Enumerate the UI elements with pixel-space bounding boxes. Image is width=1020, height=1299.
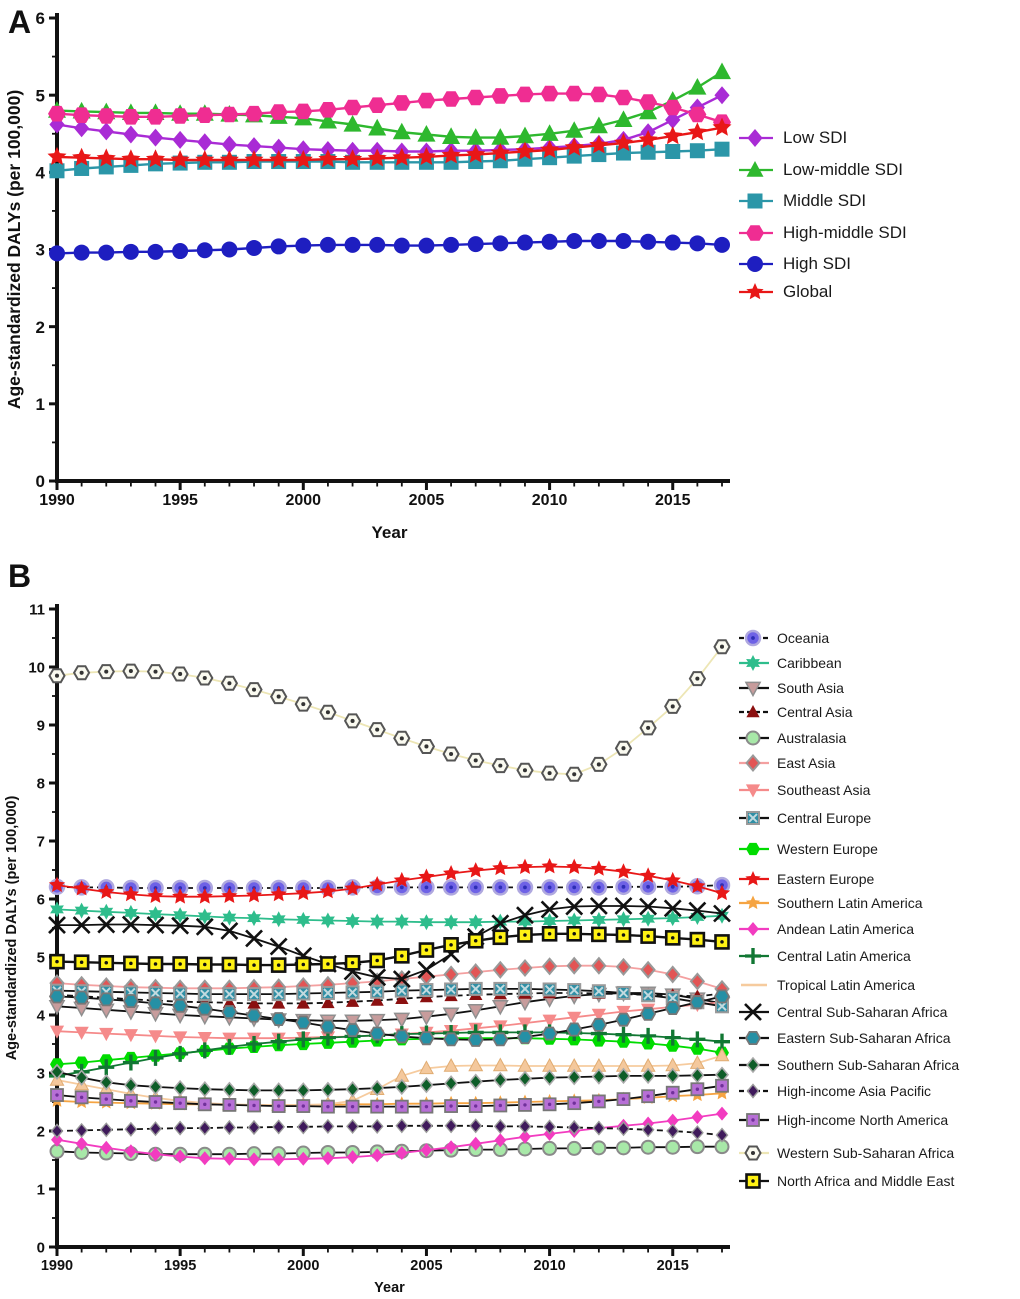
legend-label-western-sub-saharan-africa: Western Sub-Saharan Africa [777, 1145, 955, 1161]
panel-a-xlabel: Year [371, 523, 408, 542]
legend-item-western-europe [737, 838, 878, 860]
legend-marker-tropical-latin-america [737, 974, 771, 996]
svg-text:2000: 2000 [287, 1258, 320, 1274]
legend-marker-andean-latin-america [737, 918, 771, 940]
legend-marker-western-europe [737, 838, 771, 860]
legend-label-high-middle-sdi: High-middle SDI [783, 223, 907, 242]
legend-marker-south-asia [737, 677, 771, 699]
legend-label-eastern-europe: Eastern Europe [777, 871, 875, 887]
svg-text:5: 5 [35, 86, 45, 106]
legend-label-central-asia: Central Asia [777, 704, 853, 720]
legend-marker-southern-latin-america [737, 892, 771, 914]
panel-b-ylabel: Age-standardized DALYs (per 100,000) [4, 795, 20, 1061]
legend-item-central-asia [737, 701, 852, 723]
legend-label-southern-latin-america: Southern Latin America [777, 895, 923, 911]
svg-text:2015: 2015 [656, 1258, 689, 1274]
legend-marker-southeast-asia [737, 779, 771, 801]
panel-a-ylabel: Age-standardized DALYs (per 100,000) [4, 89, 24, 410]
legend-label-andean-latin-america: Andean Latin America [777, 921, 914, 937]
legend-marker-global [737, 280, 775, 304]
svg-text:2010: 2010 [531, 492, 568, 509]
legend-item-south-asia [737, 677, 844, 699]
legend-marker-southern-sub-saharan-africa [737, 1054, 771, 1076]
legend-label-global: Global [783, 282, 833, 301]
legend-label-east-asia: East Asia [777, 755, 836, 771]
svg-text:8: 8 [36, 775, 45, 793]
series-australasia [51, 1140, 729, 1161]
legend-marker-oceania [737, 627, 771, 649]
legend-label-tropical-latin-america: Tropical Latin America [777, 977, 915, 993]
legend-item-oceania [737, 627, 829, 649]
svg-text:11: 11 [29, 601, 45, 619]
legend-marker-central-europe [737, 807, 771, 829]
legend-marker-western-sub-saharan-africa [737, 1142, 771, 1164]
svg-text:9: 9 [36, 717, 45, 735]
legend-label-central-sub-saharan-africa: Central Sub-Saharan Africa [777, 1004, 948, 1020]
series-oceania [50, 878, 729, 895]
legend-marker-north-africa-and-middle-east [737, 1170, 771, 1192]
legend-item-middle-sdi [737, 189, 866, 213]
svg-text:6: 6 [35, 9, 45, 29]
svg-text:1990: 1990 [39, 492, 75, 509]
legend-marker-australasia [737, 727, 771, 749]
legend-item-southeast-asia [737, 779, 870, 801]
svg-text:1: 1 [35, 394, 45, 414]
legend-label-southeast-asia: Southeast Asia [777, 782, 871, 798]
legend-item-high-income-north-america [737, 1109, 948, 1131]
legend-item-caribbean [737, 652, 842, 674]
series-western-sub-saharan-africa [50, 640, 730, 781]
legend-label-central-latin-america: Central Latin America [777, 948, 911, 964]
legend-marker-central-sub-saharan-africa [737, 1001, 771, 1023]
panel-b [4, 601, 730, 1296]
legend-label-high-sdi: High SDI [783, 254, 852, 273]
legend-item-north-africa-and-middle-east [737, 1170, 954, 1192]
legend-item-australasia [737, 727, 846, 749]
legend-marker-eastern-europe [737, 868, 771, 890]
legend-label-high-income-north-america: High-income North America [777, 1112, 949, 1128]
legend-marker-high-middle-sdi [737, 221, 775, 245]
legend-item-eastern-sub-saharan-africa [737, 1027, 951, 1049]
legend-label-central-europe: Central Europe [777, 810, 872, 826]
legend-item-southern-latin-america [737, 892, 923, 914]
legend-marker-low-middle-sdi [737, 158, 775, 182]
legend-item-eastern-europe [737, 868, 874, 890]
legend-label-oceania: Oceania [777, 630, 830, 646]
legend-label-australasia: Australasia [777, 730, 847, 746]
svg-text:1990: 1990 [40, 1258, 74, 1274]
svg-text:2005: 2005 [410, 1258, 443, 1274]
legend-item-global [737, 280, 832, 304]
legend-label-eastern-sub-saharan-africa: Eastern Sub-Saharan Africa [777, 1030, 951, 1046]
series-andean-latin-america [51, 1107, 728, 1167]
series-western-europe [50, 1032, 729, 1070]
legend-marker-middle-sdi [737, 189, 775, 213]
svg-text:1: 1 [36, 1181, 45, 1199]
legend-label-high-income-asia-pacific: High-income Asia Pacific [777, 1083, 932, 1099]
legend-item-east-asia [737, 752, 835, 774]
svg-text:3: 3 [35, 240, 45, 260]
legend-item-southern-sub-saharan-africa [737, 1054, 959, 1076]
svg-text:2015: 2015 [654, 492, 691, 509]
svg-text:3: 3 [36, 1065, 45, 1083]
legend-marker-caribbean [737, 652, 771, 674]
legend-marker-high-sdi [737, 252, 775, 276]
panel-a-label: A [8, 4, 32, 40]
series-high-sdi [49, 233, 730, 261]
legend-label-low-sdi: Low SDI [783, 128, 848, 147]
svg-text:0: 0 [36, 1239, 45, 1257]
legend-item-central-latin-america [737, 945, 911, 967]
svg-text:7: 7 [36, 833, 45, 851]
legend-item-tropical-latin-america [737, 974, 915, 996]
svg-text:2010: 2010 [533, 1258, 566, 1274]
legend-marker-east-asia [737, 752, 771, 774]
legend-label-low-middle-sdi: Low-middle SDI [783, 160, 903, 179]
legend-label-middle-sdi: Middle SDI [783, 191, 867, 210]
legend-marker-high-income-north-america [737, 1109, 771, 1131]
legend-item-low-middle-sdi [737, 158, 903, 182]
legend-label-southern-sub-saharan-africa: Southern Sub-Saharan Africa [777, 1057, 960, 1073]
legend-item-central-europe [737, 807, 871, 829]
legend-marker-low-sdi [737, 126, 775, 150]
svg-text:0: 0 [35, 472, 45, 492]
legend-marker-central-asia [737, 701, 771, 723]
panel-b-xlabel: Year [374, 1280, 405, 1296]
svg-text:6: 6 [36, 891, 45, 909]
svg-text:5: 5 [36, 949, 45, 967]
legend-item-high-sdi [737, 252, 851, 276]
svg-text:1995: 1995 [164, 1258, 197, 1274]
panel-b-label: B [8, 558, 32, 594]
legend-item-central-sub-saharan-africa [737, 1001, 947, 1023]
svg-text:2: 2 [36, 1123, 45, 1141]
legend-item-andean-latin-america [737, 918, 914, 940]
legend-item-western-sub-saharan-africa [737, 1142, 954, 1164]
svg-text:2000: 2000 [285, 492, 322, 509]
svg-text:4: 4 [35, 163, 45, 183]
svg-text:1995: 1995 [162, 492, 198, 509]
legend-label-caribbean: Caribbean [777, 655, 842, 671]
legend-label-south-asia: South Asia [777, 680, 844, 696]
legend-marker-central-latin-america [737, 945, 771, 967]
svg-text:10: 10 [28, 659, 45, 677]
legend-label-western-europe: Western Europe [777, 841, 878, 857]
legend-marker-high-income-asia-pacific [737, 1080, 771, 1102]
legend-marker-eastern-sub-saharan-africa [737, 1027, 771, 1049]
panel-b-axes [4, 601, 730, 1296]
legend-item-high-income-asia-pacific [737, 1080, 931, 1102]
legend-item-high-middle-sdi [737, 221, 907, 245]
svg-text:4: 4 [36, 1007, 45, 1025]
panel-a-axes [4, 9, 730, 542]
panel-a [4, 9, 732, 542]
svg-text:2005: 2005 [408, 492, 445, 509]
legend-item-low-sdi [737, 126, 847, 150]
legend-label-north-africa-and-middle-east: North Africa and Middle East [777, 1173, 955, 1189]
svg-text:2: 2 [35, 317, 45, 337]
